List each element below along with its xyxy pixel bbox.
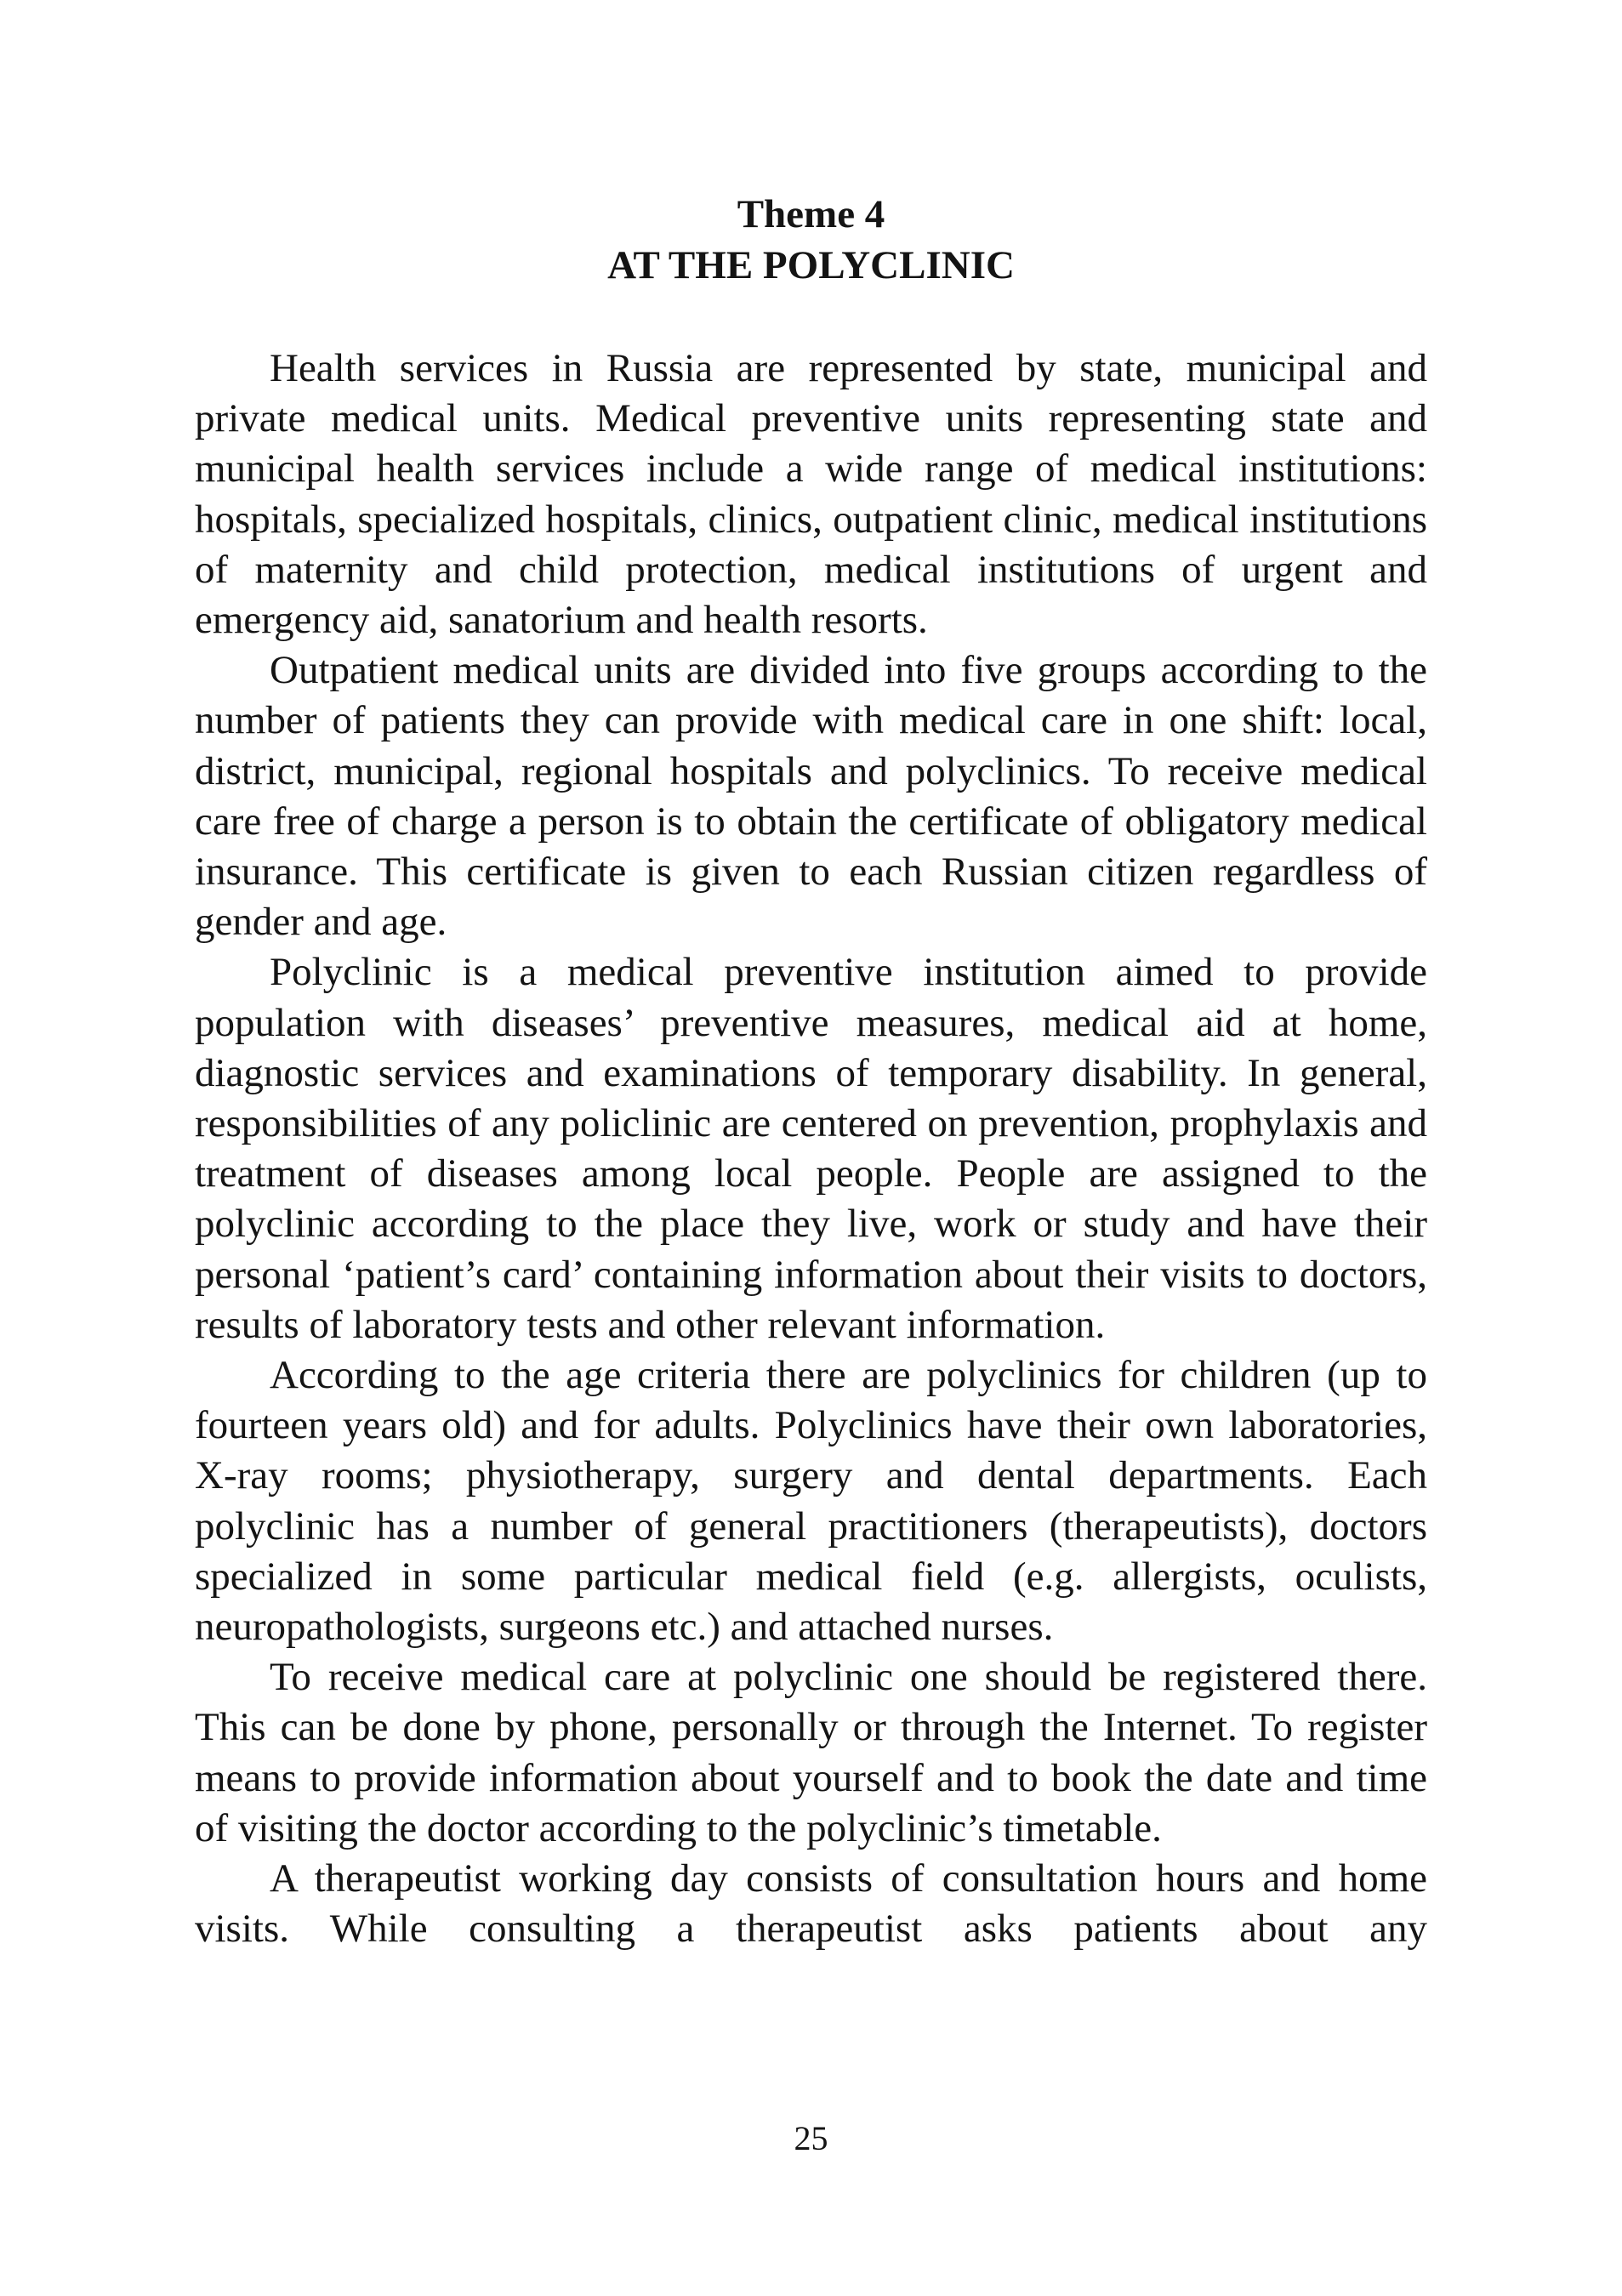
chapter-title: AT THE POLYCLINIC bbox=[607, 243, 1015, 287]
paragraph-outpatient-units: Outpatient medical units are divided into five groups according to the number of patients they can provide with medical care in one shift: local, district, municipal, regional hospitals and polyclinics. To receive medical care free of charge a person is to obtain the certificate of obligatory medical insurance. This certificate is given to each Russian citizen regardless of gender and age. bbox=[195, 648, 1427, 945]
chapter-heading bbox=[0, 189, 1622, 291]
paragraph-therapeutist-day: A therapeutist working day consists of consultation hours and home visits. While consulting a therapeutist asks patients about any bbox=[195, 1856, 1427, 1952]
paragraph-polyclinic-definition: Polyclinic is a medical preventive institution aimed to provide population with diseases’ preventive measures, medical aid at home, diagnostic services and examinations of temporary disability. In general, responsibilities of any policlinic are centered on prevention, prophylaxis and treatment of diseases among local people. People are assigned to the polyclinic according to the place they live, work or study and have their personal ‘patient’s card’ containing information about their visits to doctors, results of laboratory tests and other relevant information. bbox=[195, 950, 1427, 1347]
page-number: 25 bbox=[794, 2119, 828, 2157]
body-text bbox=[195, 344, 1427, 1955]
theme-label: Theme 4 bbox=[737, 192, 885, 236]
paragraph-health-services: Health services in Russia are represented by state, municipal and private medical units. Medical preventive units representing state and municipal health services include a wide range of medical institutions: hospitals, specialized hospitals, clinics, outpatient clinic, medical institutions of maternity and child protection, medical institutions of urgent and emergency aid, sanatorium and health resorts. bbox=[195, 346, 1427, 643]
paragraph-registration: To receive medical care at polyclinic one should be registered there. This can be done by phone, personally or through the Internet. To register means to provide information about yourself and to book the date and time of visiting the doctor according to the polyclinic’s timetable. bbox=[195, 1655, 1427, 1850]
paragraph-age-criteria: According to the age criteria there are polyclinics for children (up to fourteen years old) and for adults. Polyclinics have their own laboratories, X-ray rooms; physiotherapy, surgery and dental departments. Each polyclinic has a number of general practitioners (therapeutists), doctors specialized in some particular medical field (e.g. allergists, oculists, neuropathologists, surgeons etc.) and attached nurses. bbox=[195, 1353, 1427, 1650]
